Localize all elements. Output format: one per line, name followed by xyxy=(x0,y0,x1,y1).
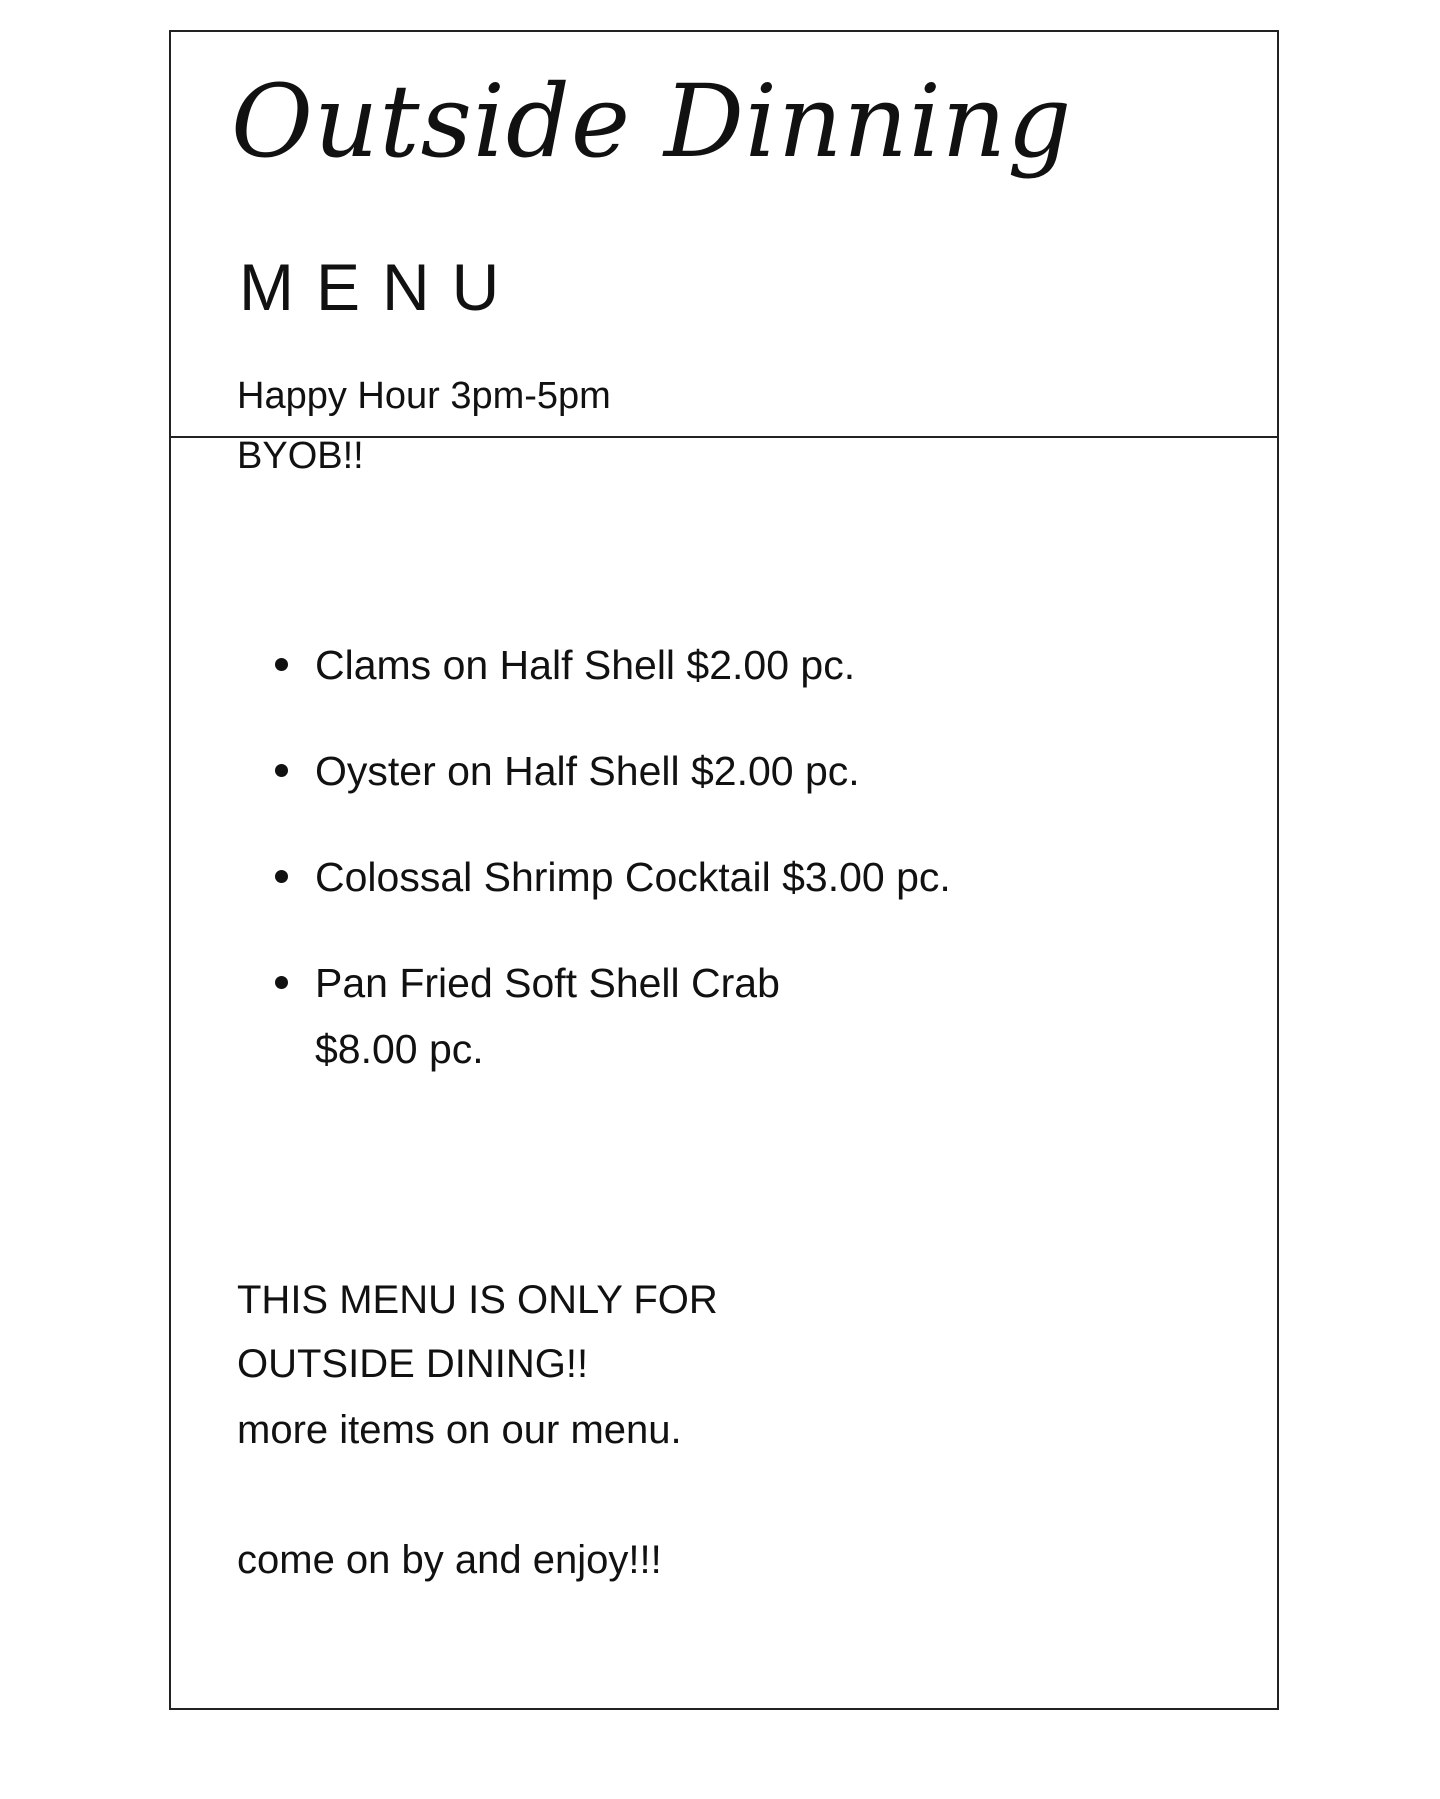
menu-heading: MENU xyxy=(239,250,522,324)
menu-item xyxy=(315,844,951,910)
menu-items-list xyxy=(315,632,951,1082)
menu-card xyxy=(169,30,1279,1710)
header-divider xyxy=(171,436,1277,438)
bullet-icon xyxy=(275,764,288,777)
notice-line-1: THIS MENU IS ONLY FOR xyxy=(237,1278,718,1322)
menu-item-text: Colossal Shrimp Cocktail $3.00 pc. xyxy=(315,854,951,900)
happy-hour-text: Happy Hour 3pm-5pm xyxy=(237,375,611,417)
notice-line-2: OUTSIDE DINING!! xyxy=(237,1342,589,1386)
menu-item-price: $8.00 pc. xyxy=(315,1026,484,1072)
closing-text: come on by and enjoy!!! xyxy=(237,1538,662,1582)
menu-item xyxy=(315,738,951,804)
bullet-icon xyxy=(275,976,288,989)
more-items-text: more items on our menu. xyxy=(237,1408,682,1452)
script-title: Outside Dinning xyxy=(231,63,1073,180)
menu-item-text: Clams on Half Shell $2.00 pc. xyxy=(315,642,856,688)
bullet-icon xyxy=(275,658,288,671)
menu-item xyxy=(315,950,951,1082)
menu-item xyxy=(315,632,951,698)
menu-item-text: Oyster on Half Shell $2.00 pc. xyxy=(315,748,860,794)
menu-item-text: Pan Fried Soft Shell Crab xyxy=(315,960,780,1006)
byob-text: BYOB!! xyxy=(237,435,364,477)
bullet-icon xyxy=(275,870,288,883)
